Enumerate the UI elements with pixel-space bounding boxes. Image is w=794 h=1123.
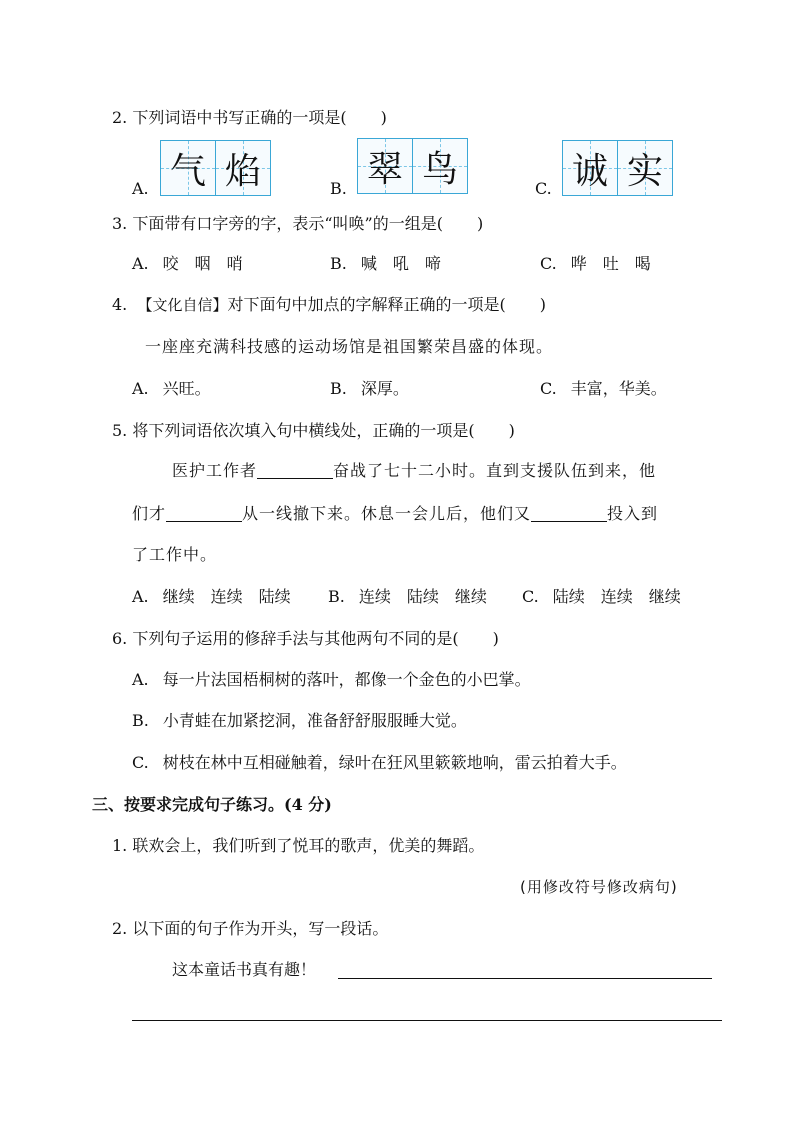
- q5-option-b: B. 连续 陆续 继续: [328, 587, 487, 606]
- q2-option-b-letter: B.: [330, 179, 347, 198]
- q2-stem: 2. 下列词语中书写正确的一项是( ): [112, 108, 387, 127]
- tianzige-cell: 翠: [358, 139, 412, 193]
- q6-option-c: C. 树枝在林中互相碰触着，绿叶在狂风里簌簌地响，雷云拍着大手。: [132, 753, 627, 772]
- tianzige-cell: 气: [161, 141, 215, 195]
- q4-option-b: B. 深厚。: [330, 379, 409, 398]
- tianzige-cell: 鸟: [412, 139, 467, 193]
- q4-stem: 4. 【文化自信】对下面句中加点的字解释正确的一项是( ): [112, 295, 546, 314]
- q6-option-b: B. 小青蛙在加紧挖洞，准备舒舒服服睡大觉。: [132, 711, 467, 730]
- q6-stem: 6. 下列句子运用的修辞手法与其他两句不同的是( ): [112, 629, 499, 648]
- q2-option-c-tianzige: [562, 140, 673, 196]
- tianzige-cell: 实: [617, 141, 672, 195]
- section-3-q1-note: (用修改符号修改病句): [520, 878, 678, 896]
- fill-blank-2[interactable]: [166, 505, 242, 522]
- section-3-title: 三、按要求完成句子练习。(4 分): [92, 795, 332, 814]
- q5-option-c: C. 陆续 连续 继续: [522, 587, 681, 606]
- tianzige-cell: 诚: [563, 141, 617, 195]
- q5-option-a: A. 继续 连续 陆续: [132, 587, 291, 606]
- q3-option-b: B. 喊 吼 啼: [330, 254, 441, 273]
- q4-option-c: C. 丰富，华美。: [540, 379, 667, 398]
- section-3-q1: 1. 联欢会上，我们听到了悦耳的歌声，优美的舞蹈。: [112, 836, 485, 855]
- q3-stem: 3. 下面带有口字旁的字，表示“叫唤”的一组是( ): [112, 214, 484, 233]
- fill-blank-1[interactable]: [257, 462, 333, 479]
- section-3-q2: 2. 以下面的句子作为开头，写一段话。: [112, 919, 389, 938]
- q4-sentence: 一座座充满科技感的运动场馆是祖国繁荣昌盛的体现。: [145, 337, 554, 356]
- answer-line-1[interactable]: [338, 978, 712, 979]
- q5-passage-line-3: 了工作中。: [132, 545, 218, 564]
- q2-option-c-letter: C.: [535, 179, 552, 198]
- q2-option-a-letter: A.: [132, 179, 149, 198]
- section-3-q2-start: 这本童话书真有趣！: [172, 960, 317, 979]
- q6-option-a: A. 每一片法国梧桐树的落叶，都像一个金色的小巴掌。: [132, 670, 531, 689]
- q2-option-b-tianzige: [357, 138, 468, 194]
- tianzige-cell: 焰: [215, 141, 270, 195]
- q2-option-a-tianzige: [160, 140, 271, 196]
- culture-tag: 【文化自信】: [137, 296, 228, 314]
- q5-stem: 5. 将下列词语依次填入句中横线处，正确的一项是( ): [112, 421, 515, 440]
- q4-option-a: A. 兴旺。: [132, 379, 211, 398]
- fill-blank-3[interactable]: [531, 505, 607, 522]
- answer-line-2[interactable]: [132, 1020, 722, 1021]
- q5-passage-line-2: 们才 从一线撤下来。休息一会儿后，他们又 投入到: [132, 504, 659, 523]
- q5-passage-line-1: 医护工作者 奋战了七十二小时。直到支援队伍到来，他: [172, 461, 657, 480]
- q3-option-c: C. 哗 吐 喝: [540, 254, 651, 273]
- q3-option-a: A. 咬 咽 哨: [132, 254, 243, 273]
